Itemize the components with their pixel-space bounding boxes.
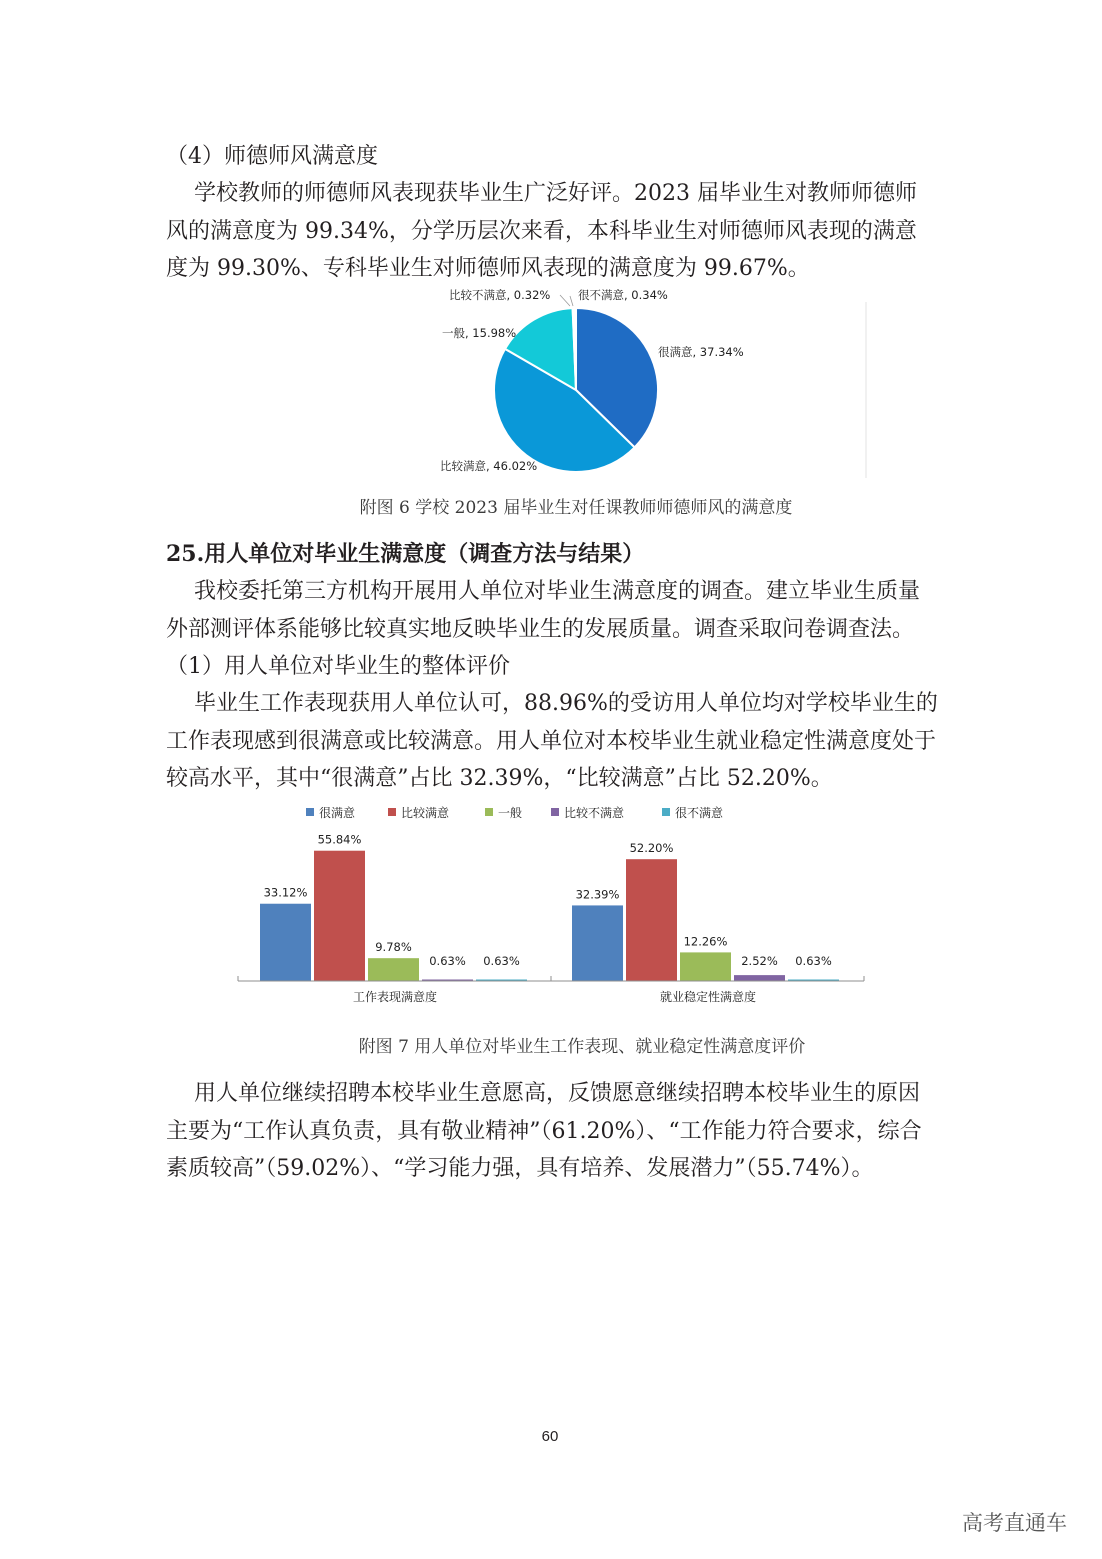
- figure6-pie-chart: [420, 282, 880, 482]
- bar-value-label-1-3: 2.52%: [741, 954, 778, 968]
- pie-label-somewhat-dissatisfied: 比较不满意, 0.32%: [449, 288, 551, 302]
- bar-1-0: [572, 905, 623, 981]
- legend-label-3: 比较不满意: [564, 806, 625, 820]
- bar-value-label-1-2: 12.26%: [683, 934, 728, 949]
- watermark-logo-text: 高考直通车: [962, 1511, 1067, 1535]
- paragraph-teacher-ethics: 学校教师的师德师风表现获毕业生广泛好评。2023 届毕业生对教师师德师风的满意度为 99.34%，分学历层次来看，本科毕业生对师德师风表现的满意度为 99.30%、专科毕业生对师德师风表现的满意度为 99.67%。: [166, 181, 917, 281]
- section-heading-employer-satisfaction: 25.用人单位对毕业生满意度（调查方法与结果）: [166, 541, 645, 567]
- bar-value-label-0-3: 0.63%: [429, 954, 466, 968]
- legend-swatch-3: [551, 808, 559, 816]
- paragraph-rehire-reasons: 用人单位继续招聘本校毕业生意愿高，反馈愿意继续招聘本校毕业生的原因主要为“工作认真负责，具有敬业精神”（61.20%）、“工作能力符合要求，综合素质较高”（59.02%）、“学习能力强，具有培养、发展潜力”（55.74%）。: [166, 1081, 922, 1181]
- paragraph-overall-evaluation: 毕业生工作表现获用人单位认可，88.96%的受访用人单位均对学校毕业生的工作表现感到很满意或比较满意。用人单位对本校毕业生就业稳定性满意度处于较高水平，其中“很满意”占比 32.39%，“比较满意”占比 52.20%。: [166, 691, 938, 791]
- paragraph-employer-survey: 我校委托第三方机构开展用人单位对毕业生满意度的调查。建立毕业生质量外部测评体系能够比较真实地反映毕业生的发展质量。调查采取问卷调查法。: [166, 579, 920, 642]
- bar-1-2: [680, 952, 731, 981]
- bar-value-label-1-0: 32.39%: [575, 887, 620, 902]
- bar-value-label-0-4: 0.63%: [483, 954, 520, 968]
- figure7-caption: 附图 7 用人单位对毕业生工作表现、就业稳定性满意度评价: [358, 1037, 806, 1057]
- bar-1-1: [626, 859, 677, 981]
- bar-0-0: [260, 904, 311, 981]
- sub-heading-overall-evaluation: （1）用人单位对毕业生的整体评价: [166, 654, 510, 679]
- bar-0-2: [368, 958, 419, 981]
- bar-category-label-employment-stability: 就业稳定性满意度: [659, 990, 757, 1004]
- figure7-bar-chart: [230, 798, 890, 1018]
- bar-value-label-0-2: 9.78%: [375, 940, 412, 955]
- section-heading-teacher-ethics: （4）师德师风满意度: [166, 144, 378, 169]
- bar-chart-legend: [306, 805, 723, 820]
- page-number: 60: [541, 1428, 559, 1445]
- bar-value-label-0-1: 55.84%: [317, 832, 362, 847]
- bar-0-1: [314, 851, 365, 981]
- pie-label-neutral: 一般, 15.98%: [442, 326, 517, 340]
- pie-leader-line-very-dissatisfied: [570, 296, 573, 306]
- legend-swatch-0: [306, 808, 314, 816]
- pie-label-very-dissatisfied: 很不满意, 0.34%: [578, 288, 668, 302]
- bar-1-3: [734, 975, 785, 981]
- pie-leader-lines: [560, 295, 573, 306]
- legend-label-2: 一般: [498, 806, 523, 820]
- legend-label-1: 比较满意: [401, 806, 450, 820]
- pie-label-very-satisfied: 很满意, 37.34%: [658, 345, 744, 359]
- legend-label-0: 很满意: [319, 806, 356, 820]
- pie-leader-line-somewhat-dissatisfied: [560, 295, 570, 306]
- pie-label-satisfied: 比较满意, 46.02%: [440, 459, 538, 473]
- bar-value-label-1-4: 0.63%: [795, 954, 832, 968]
- bar-value-label-1-1: 52.20%: [629, 841, 674, 856]
- legend-swatch-1: [388, 808, 396, 816]
- legend-label-4: 很不满意: [675, 806, 724, 820]
- pie-slices: [494, 308, 658, 472]
- bar-value-label-0-0: 33.12%: [263, 885, 308, 900]
- legend-swatch-4: [662, 808, 670, 816]
- bar-category-label-work-performance: 工作表现满意度: [352, 990, 438, 1004]
- figure6-caption: 附图 6 学校 2023 届毕业生对任课教师师德师风的满意度: [359, 498, 793, 518]
- legend-swatch-2: [485, 808, 493, 816]
